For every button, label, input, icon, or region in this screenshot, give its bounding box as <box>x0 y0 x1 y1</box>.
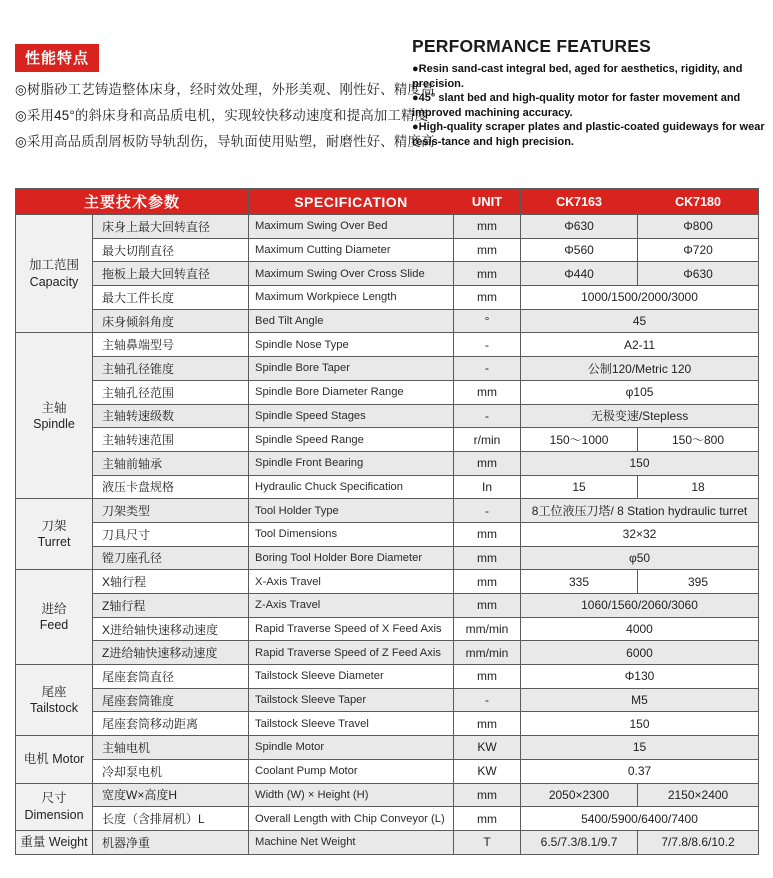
unit-value: KW <box>454 736 521 760</box>
feature-item-en: ●Resin sand-cast integral bed, aged for aesthetics, rigidity, and precision. <box>412 63 743 90</box>
group-label: 尺寸 Dimension <box>16 783 93 830</box>
spec-value-ck7180: Φ630 <box>638 262 759 286</box>
unit-value: mm <box>454 783 521 807</box>
table-row <box>16 475 759 499</box>
spec-value-ck7163: 6.5/7.3/8.1/9.7 <box>521 830 638 854</box>
spec-value-ck7163: Φ630 <box>521 215 638 239</box>
param-name-en: Z-Axis Travel <box>249 594 454 618</box>
unit-value: mm <box>454 262 521 286</box>
table-row <box>16 665 759 689</box>
header-model-ck7163: CK7163 <box>521 189 638 215</box>
param-name-en: Tailstock Sleeve Travel <box>249 712 454 736</box>
spec-table-body <box>16 215 759 855</box>
unit-value: mm <box>454 570 521 594</box>
spec-value-ck7163: Φ560 <box>521 238 638 262</box>
spec-value-both-models: 32×32 <box>521 522 759 546</box>
param-name-en: Width (W) × Height (H) <box>249 783 454 807</box>
feature-item-cn: ◎采用45°的斜床身和高品质电机，实现较快移动速度和提高加工精度 <box>15 108 429 123</box>
table-row <box>16 570 759 594</box>
group-label: 主轴 Spindle <box>16 333 93 499</box>
unit-value: KW <box>454 759 521 783</box>
spec-value-both-models: 45 <box>521 309 759 333</box>
features-list-cn <box>15 77 435 155</box>
spec-value-both-models: M5 <box>521 688 759 712</box>
table-row <box>16 428 759 452</box>
unit-value: ° <box>454 309 521 333</box>
param-name-en: Machine Net Weight <box>249 830 454 854</box>
unit-value: mm <box>454 807 521 831</box>
unit-value: mm <box>454 380 521 404</box>
spec-value-both-models: 公制120/Metric 120 <box>521 357 759 381</box>
unit-value: - <box>454 688 521 712</box>
spec-value-both-models: 1060/1560/2060/3060 <box>521 594 759 618</box>
feature-item-cn: ◎采用高品质刮屑板防导轨刮伤，导轨面使用贴塑，耐磨性好、精度高 <box>15 134 435 149</box>
unit-value: mm <box>454 546 521 570</box>
spec-value-ck7163: 15 <box>521 475 638 499</box>
spec-value-both-models: Φ130 <box>521 665 759 689</box>
param-name-en: Tailstock Sleeve Diameter <box>249 665 454 689</box>
feature-item-en: ●45° slant bed and high-quality motor for faster movement and improved machining accuracy. <box>412 92 741 119</box>
param-name-cn: 主轴前轴承 <box>93 451 249 475</box>
param-name-cn: 主轴孔径范围 <box>93 380 249 404</box>
spec-value-ck7180: 150～800 <box>638 428 759 452</box>
param-name-cn: Z轴行程 <box>93 594 249 618</box>
param-name-en: Spindle Front Bearing <box>249 451 454 475</box>
table-row <box>16 830 759 854</box>
param-name-cn: 镗刀座孔径 <box>93 546 249 570</box>
param-name-en: Hydraulic Chuck Specification <box>249 475 454 499</box>
spec-value-both-models: φ105 <box>521 380 759 404</box>
table-header-row <box>16 189 759 215</box>
spec-value-ck7180: 2150×2400 <box>638 783 759 807</box>
header-unit: UNIT <box>454 189 521 215</box>
param-name-en: Maximum Cutting Diameter <box>249 238 454 262</box>
features-list-en <box>412 62 766 150</box>
group-label: 电机 Motor <box>16 736 93 783</box>
param-name-cn: 主轴转速范围 <box>93 428 249 452</box>
param-name-en: Tool Holder Type <box>249 499 454 523</box>
table-row <box>16 688 759 712</box>
param-name-cn: 尾座套筒移动距离 <box>93 712 249 736</box>
param-name-cn: X轴行程 <box>93 570 249 594</box>
param-name-cn: 床身上最大回转直径 <box>93 215 249 239</box>
spec-value-both-models: 无极变速/Stepless <box>521 404 759 428</box>
table-row <box>16 522 759 546</box>
param-name-cn: 床身倾斜角度 <box>93 309 249 333</box>
unit-value: T <box>454 830 521 854</box>
spec-table <box>15 188 759 855</box>
table-row <box>16 309 759 333</box>
param-name-en: Spindle Bore Diameter Range <box>249 380 454 404</box>
table-row <box>16 262 759 286</box>
param-name-en: Rapid Traverse Speed of Z Feed Axis <box>249 641 454 665</box>
table-row <box>16 404 759 428</box>
param-name-cn: 尾座套筒直径 <box>93 665 249 689</box>
param-name-en: Spindle Motor <box>249 736 454 760</box>
unit-value: - <box>454 404 521 428</box>
table-row <box>16 617 759 641</box>
table-row <box>16 380 759 404</box>
features-section-cn <box>15 44 435 155</box>
unit-value: mm <box>454 238 521 262</box>
param-name-en: X-Axis Travel <box>249 570 454 594</box>
group-label: 尾座 Tailstock <box>16 665 93 736</box>
unit-value: mm <box>454 594 521 618</box>
unit-value: - <box>454 499 521 523</box>
param-name-cn: 主轴电机 <box>93 736 249 760</box>
table-row <box>16 286 759 310</box>
table-row <box>16 759 759 783</box>
spec-value-ck7180: Φ800 <box>638 215 759 239</box>
unit-value: - <box>454 333 521 357</box>
spec-value-both-models: A2-11 <box>521 333 759 357</box>
unit-value: mm <box>454 451 521 475</box>
param-name-cn: 宽度W×高度H <box>93 783 249 807</box>
param-name-cn: 拖板上最大回转直径 <box>93 262 249 286</box>
param-name-cn: 主轴鼻端型号 <box>93 333 249 357</box>
param-name-en: Coolant Pump Motor <box>249 759 454 783</box>
features-title-en: PERFORMANCE FEATURES <box>412 36 651 56</box>
spec-value-both-models: 150 <box>521 712 759 736</box>
spec-value-ck7180: 7/7.8/8.6/10.2 <box>638 830 759 854</box>
param-name-en: Spindle Speed Stages <box>249 404 454 428</box>
param-name-cn: 主轴孔径锥度 <box>93 357 249 381</box>
unit-value: mm/min <box>454 641 521 665</box>
spec-value-both-models: 6000 <box>521 641 759 665</box>
table-row <box>16 736 759 760</box>
param-name-en: Boring Tool Holder Bore Diameter <box>249 546 454 570</box>
spec-value-both-models: φ50 <box>521 546 759 570</box>
param-name-cn: X进给轴快速移动速度 <box>93 617 249 641</box>
param-name-cn: 尾座套筒锥度 <box>93 688 249 712</box>
table-row <box>16 238 759 262</box>
param-name-cn: 冷却泵电机 <box>93 759 249 783</box>
group-label: 刀架 Turret <box>16 499 93 570</box>
header-params: 主要技术参数 <box>16 189 249 215</box>
param-name-cn: 主轴转速级数 <box>93 404 249 428</box>
table-row <box>16 641 759 665</box>
spec-value-both-models: 0.37 <box>521 759 759 783</box>
spec-value-ck7163: 2050×2300 <box>521 783 638 807</box>
table-row <box>16 546 759 570</box>
table-row <box>16 594 759 618</box>
unit-value: mm <box>454 215 521 239</box>
param-name-en: Tool Dimensions <box>249 522 454 546</box>
spec-value-ck7163: 150～1000 <box>521 428 638 452</box>
header-model-ck7180: CK7180 <box>638 189 759 215</box>
param-name-cn: 机器净重 <box>93 830 249 854</box>
unit-value: mm <box>454 522 521 546</box>
header-specification: SPECIFICATION <box>249 189 454 215</box>
unit-value: mm <box>454 712 521 736</box>
param-name-cn: 最大切削直径 <box>93 238 249 262</box>
spec-value-ck7163: 335 <box>521 570 638 594</box>
param-name-cn: Z进给轴快速移动速度 <box>93 641 249 665</box>
feature-item-en: ●High-quality scraper plates and plastic-coated guideways for wear resis-tance and high precision. <box>412 121 765 148</box>
table-row <box>16 451 759 475</box>
table-row <box>16 712 759 736</box>
param-name-cn: 液压卡盘规格 <box>93 475 249 499</box>
param-name-en: Spindle Bore Taper <box>249 357 454 381</box>
spec-value-both-models: 8工位液压刀塔/ 8 Station hydraulic turret <box>521 499 759 523</box>
table-row <box>16 783 759 807</box>
param-name-cn: 最大工件长度 <box>93 286 249 310</box>
unit-value: mm <box>454 286 521 310</box>
table-row <box>16 333 759 357</box>
param-name-en: Tailstock Sleeve Taper <box>249 688 454 712</box>
param-name-en: Maximum Workpiece Length <box>249 286 454 310</box>
group-label: 重量 Weight <box>16 830 93 854</box>
features-section-en <box>412 36 766 150</box>
param-name-en: Maximum Swing Over Cross Slide <box>249 262 454 286</box>
param-name-en: Bed Tilt Angle <box>249 309 454 333</box>
spec-value-both-models: 1000/1500/2000/3000 <box>521 286 759 310</box>
unit-value: r/min <box>454 428 521 452</box>
group-label: 加工范围 Capacity <box>16 215 93 333</box>
unit-value: mm <box>454 665 521 689</box>
table-row <box>16 357 759 381</box>
unit-value: In <box>454 475 521 499</box>
spec-value-ck7180: 18 <box>638 475 759 499</box>
unit-value: - <box>454 357 521 381</box>
param-name-cn: 长度（含排屑机）L <box>93 807 249 831</box>
param-name-en: Spindle Nose Type <box>249 333 454 357</box>
spec-value-ck7180: 395 <box>638 570 759 594</box>
spec-value-ck7180: Φ720 <box>638 238 759 262</box>
param-name-cn: 刀具尺寸 <box>93 522 249 546</box>
spec-value-both-models: 15 <box>521 736 759 760</box>
feature-item-cn: ◎树脂砂工艺铸造整体床身，经时效处理，外形美观、刚性好、精度高 <box>15 82 435 97</box>
table-row <box>16 807 759 831</box>
group-label: 进给 Feed <box>16 570 93 665</box>
param-name-cn: 刀架类型 <box>93 499 249 523</box>
spec-value-both-models: 4000 <box>521 617 759 641</box>
spec-value-ck7163: Φ440 <box>521 262 638 286</box>
table-row <box>16 499 759 523</box>
unit-value: mm/min <box>454 617 521 641</box>
table-row <box>16 215 759 239</box>
param-name-en: Spindle Speed Range <box>249 428 454 452</box>
param-name-en: Rapid Traverse Speed of X Feed Axis <box>249 617 454 641</box>
param-name-en: Maximum Swing Over Bed <box>249 215 454 239</box>
features-badge: 性能特点 <box>15 44 99 72</box>
spec-value-both-models: 5400/5900/6400/7400 <box>521 807 759 831</box>
spec-value-both-models: 150 <box>521 451 759 475</box>
param-name-en: Overall Length with Chip Conveyor (L) <box>249 807 454 831</box>
